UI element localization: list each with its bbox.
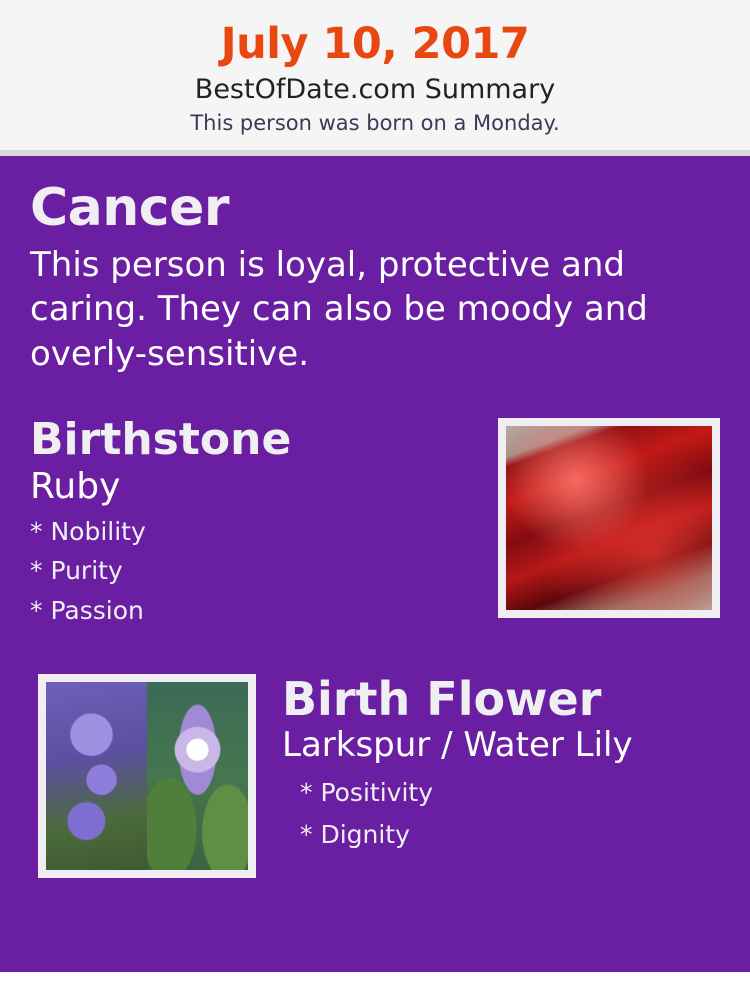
page-title: July 10, 2017 [220,19,530,69]
main-panel [0,156,750,972]
birth-flower-image [38,674,256,878]
birth-flower-text [282,671,720,849]
birthstone-section [30,413,720,646]
birth-flower-name: Larkspur / Water Lily [282,725,633,766]
ruby-gemstone-icon [506,426,712,610]
birthstone-text [30,413,460,625]
card-header [0,0,750,150]
birthstone-trait: * Nobility [30,516,146,546]
birth-flower-trait: * Dignity [300,819,410,849]
larkspur-flower-icon [46,682,147,870]
zodiac-sign-name: Cancer [30,178,230,239]
site-summary-label: BestOfDate.com Summary [194,74,556,106]
birth-flower-trait: * Positivity [300,778,433,808]
birthstone-name: Ruby [30,466,121,508]
birthstone-title: Birthstone [30,413,292,465]
flower-photo-pair [46,682,248,870]
birthstone-image [498,418,720,618]
birth-flower-section [30,671,720,884]
birthstone-trait: * Passion [30,595,144,625]
zodiac-sign-description: This person is loyal, protective and caring. They can also be moody and overly-sensitive. [30,245,648,374]
birth-weekday-note: This person was born on a Monday. [190,110,560,135]
birth-flower-title: Birth Flower [282,671,602,726]
birthstone-trait: * Purity [30,556,123,586]
water-lily-flower-icon [147,682,248,870]
